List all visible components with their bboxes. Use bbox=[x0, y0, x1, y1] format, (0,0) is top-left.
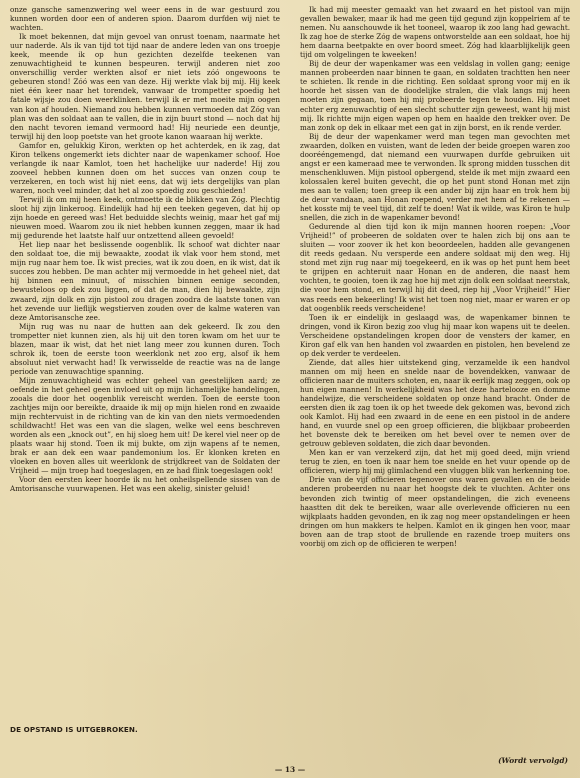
paragraph: Bij de deur der wapenkamer werd man tegen man gevochten met zwaarden, dolken en vuisten, want de leden der beide groepen waren zoo doorééngemengd, dat niemand een vuurwapen durfde gebruiken uit angst er een kameraad mee te verwonden. Ik sprong midden tusschen dit menschenkluwen. Mijn pistool opbergend, stelde ik met mijn zwaard een kolossalen kerel buiten gevecht, die op het punt stond Honan met zijn mes aan te vallen; toen greep ik een ander bij zijn haar en trok hem bij de deur vandaan, aan Honan roepend, verder met hem af te rekenen — het kosste mij te veel tijd, dit zelf te doen! Wat ik wilde, was Kiron te hulp snellen, die zich in de wapenkamer bevond! bbox=[300, 131, 570, 223]
section-heading: DE OPSTAND IS UITGEBROKEN. bbox=[10, 725, 138, 734]
paragraph: Het liep naar het beslissende oogenblik. Ik schoof wat dichter naar den soldaat toe, die mij bewaakte, zoodat ik vlak voor hem stond, met mijn rug naar hem toe. Ik wist precies, wat ik zou doen, en ik wist, dat ik succes zou hebben. De man achter mij vermoedde in het geheel niet, dat hij binnen een minuut, of misschien binnen eenige seconden, bewusteloos op dek zou liggen, of dat de man, dien hij bewaakte, zijn zwaard, zijn dolk en zijn pistool zou dragen zoodra de laatste tonen van het zevende uur lieflijk wegstierven zouden over de kalme wateren van deze Amtorisansche zee. bbox=[10, 240, 280, 322]
page-number: — 13 — bbox=[274, 765, 306, 774]
paragraph: Drie van de vijf officieren tegenover ons waren gevallen en de beide anderen probeerden nu naar het hoogste dek te vluchten. Achter ons bevonden zich twintig of meer opstandelingen, die zich eveneens haastten dit dek te bereiken, waar alle overlevende officieren nu een wijkplaats hadden gevonden, en ik zag nog meer opstandelingen er heen dringen om hun makkers te helpen. Kamlot en ik gingen hen voor, maar boven aan de trap stoot de brullende en razende troep muiters ons voorbij om zich op de officieren te werpen! bbox=[300, 475, 570, 548]
paragraph: Ik moet bekennen, dat mijn gevoel van onrust toenam, naarmate het uur naderde. Als ik van tijd tot tijd naar de andere leden van ons troepje keek, meende ik op hun gezichten dezelfde teekenen van zenuwachtigheid te kunnen bespeuren. terwijl anderen niet zoo onverschillig verder werkten alsof er niet iets zóó ongewoons te gebeuren stond! Zóó was een van deze. Hij werkte vlak bij mij. Hij keek niet één keer naar het torendek, vanwaar de trompetter spoedig het fatale wijsje zou doen weerklinken. terwijl ik er met moeite mijn oogen van kon af houden. Niemand zou hebben kunnen vermoeden dat Zóg van plan was den soldaat aan te vallen, die in zijn buurt stond — noch dat hij den nacht tevoren iemand vermoord had! Hij neuriede een deuntje, terwijl hij den loop poetste van het groote kanon waaraan hij werkte. bbox=[10, 32, 280, 141]
paragraph: Mijn rug was nu naar de hutten aan dek gekeerd. Ik zou den trompetter niet kunnen zien, als hij uit den toren kwam om het uur te blazen, maar ik wist, dat het niet lang meer zou kunnen duren. Toch schrok ik, toen de eerste toon weerklonk net zoo erg, alsof ik hem absoluut niet verwacht had! Ik verwisselde de reactie was na de lange periode van zenuwachtige spanning. bbox=[10, 321, 280, 376]
paragraph: Bij de deur der wapenkamer was een veldslag in vollen gang; eenige mannen probeerden naar binnen te gaan, en soldaten trachtten hen neer te schieten. Ik rende in die richting. Een soldaat sprong voor mij en ik hoorde het sissen van de doodelijke stralen, die vlak langs mij heen moeten zijn gegaan, toen hij mij probeerde tegen te houden. Hij moet echter erg zenuwachtig of een slecht schutter zijn geweest, want hij mist mij. Ik richtte mijn eigen wapen op hem en haalde den trekker over. De man zonk op dek in elkaar met een gat in zijn borst, en ik rende verder. bbox=[300, 59, 570, 132]
paragraph: Gamfor en, gelukkig Kiron, werkten op het achterdek, en ik zag, dat Kiron telkens ongemerkt iets dichter naar de wapenkamer schoof. Hoe verlangde ik naar Kamlot, toen het hachelijke uur naderde! Hij zou zooveel hebben kunnen doen om het succes van onzen coup te verzekeren, en toch wist hij niet eens, dat wij iets dergelijks van plan waren, noch veel minder, dat het al zoo spoedig zou geschieden! bbox=[10, 140, 280, 195]
paragraph: Terwijl ik om mij heen keek, ontmoette ik de blikken van Zóg. Plechtig sloot hij zijn linkeroog. Eindelijk had hij een teeken gegeven, dat hij op zijn hoede en gereed was! Het beduidde slechts weinig, maar het gaf mij nieuwen moed. Waarom zou ik niet hebben kunnen zeggen, maar ik had mij gedurende het laatste half uur ontzettend alleen gevoeld! bbox=[10, 194, 280, 241]
paragraph: Gedurende al dien tijd kon ik mijn mannen hooren roepen: „Voor Vrijheid!” of probeeren de soldaten over te halen zich bij ons aan te sluiten — voor zoover ik het kon beoordeelen, hadden alle gevangenen dit reeds gedaan. Nu versperde een andere soldaat mij den weg. Hij stond met zijn rug naar mij toegekeerd, en ik was op het punt hem beet te grijpen en achteruit naar Honan en de anderen, die naast hem vochten, te gooien, toen ik zag hoe hij met zijn dolk een soldaat neerstak, die voor hem stond, en terwijl hij dit deed, riep hij „Voor Vrijheid!” Hier was reeds een bekeerling! Ik wist het toen nog niet, maar er waren er op dat oogenblik reeds verscheidene! bbox=[300, 222, 570, 313]
paragraph: Mijn zenuwachtigheid was echter geheel van geestelijken aard; ze oefende in het geheel geen invloed uit op mijn lichamelijke handelingen, zooals die door het oogenblik vereischt werden. Toen de eerste toon zachtjes mijn oor bereikte, draaide ik mij op mijn hielen rond en zwaaide mijn rechtervuist in de richting van de kin van den niets vermoedenden schildwacht! Het was een van die slagen, welke wel eens beschreven worden als een „knock out”, en hij sloeg hem uit! De kerel viel neer op de plaats waar hij stond. Toen ik mij bukte, om zijn wapens af te nemen, brak er aan dek een waar pandemonium los. Er klonken kreten en vloeken en boven alles uit weerklonk de strijdkreet van de Soldaten der Vrijheid — mijn troep had toegeslagen, en ze had flink toegeslagen ook! bbox=[10, 375, 280, 476]
paragraph: Ik had mij meester gemaakt van het zwaard en het pistool van mijn gevallen bewaker, maar ik had me geen tijd gegund zijn koppelriem af te nemen. Nu aanschouwde ik het tooneel, waarop ik zoo lang had gewacht. Ik zag hoe de sterke Zóg de wapens ontworstelde aan een soldaat, hoe hij hem daarna beetpakte en over boord smeet. Zóg had klaarblijkelijk geen tijd om volgelingen te kweeken! bbox=[300, 5, 570, 60]
right-column bbox=[300, 5, 570, 761]
continued-note: (Wordt vervolgd) bbox=[498, 756, 568, 765]
left-column bbox=[10, 5, 280, 761]
paragraph: Ziende, dat alles hier uitstekend ging, verzamelde ik een handvol mannen om mij heen en snelde naar de bovendekken, vanwaar de officieren naar de muiters schoten, en, naar ik eerlijk mag zeggen, ook op hun eigen mannen! In werkelijkheid was het deze hartelooze en domme handelwijze, die verscheidene soldaten op onze hand bracht. Onder de eersten dien ik zag toen ik op het tweede dek gekomen was, bevond zich ook Kamlot. Hij had een zwaard in de eene en een pistool in de andere hand, en vuurde snel op een groep officieren, die blijkbaar probeerden het bovenste dek te bereiken om het bevel over te nemen over de getrouw gebleven soldaten, die zich daar bevonden. bbox=[300, 357, 570, 449]
paragraph: Men kan er van verzekerd zijn, dat het mij goed deed, mijn vriend terug te zien, en toen ik naar hem toe snelde en het vuur opende op de officieren, wierp hij mij glimlachend een vluggen blik van herkenning toe. bbox=[300, 448, 570, 476]
paragraph: onze gansche samenzwering wel weer eens in de war gestuurd zou kunnen worden door een of anderen spion. Daarom durfden wij niet te wachten. bbox=[10, 5, 280, 33]
paragraph: Toen ik er eindelijk in geslaagd was, de wapenkamer binnen te dringen, vond ik Kiron bezig zoo vlug hij maar kon wapens uit te deelen. Verscheidene opstandelingen kropen door de vensters der kamer, en Kiron gaf elk van hen handen vol zwaarden en pistolen, hen bevelend ze op dek verder te verdeelen. bbox=[300, 312, 570, 358]
paragraph: Voor den eersten keer hoorde ik nu het onheilspellende sissen van de Amtorisansche vuurwapenen. Het was een akelig, sinister geluid! bbox=[10, 475, 280, 494]
